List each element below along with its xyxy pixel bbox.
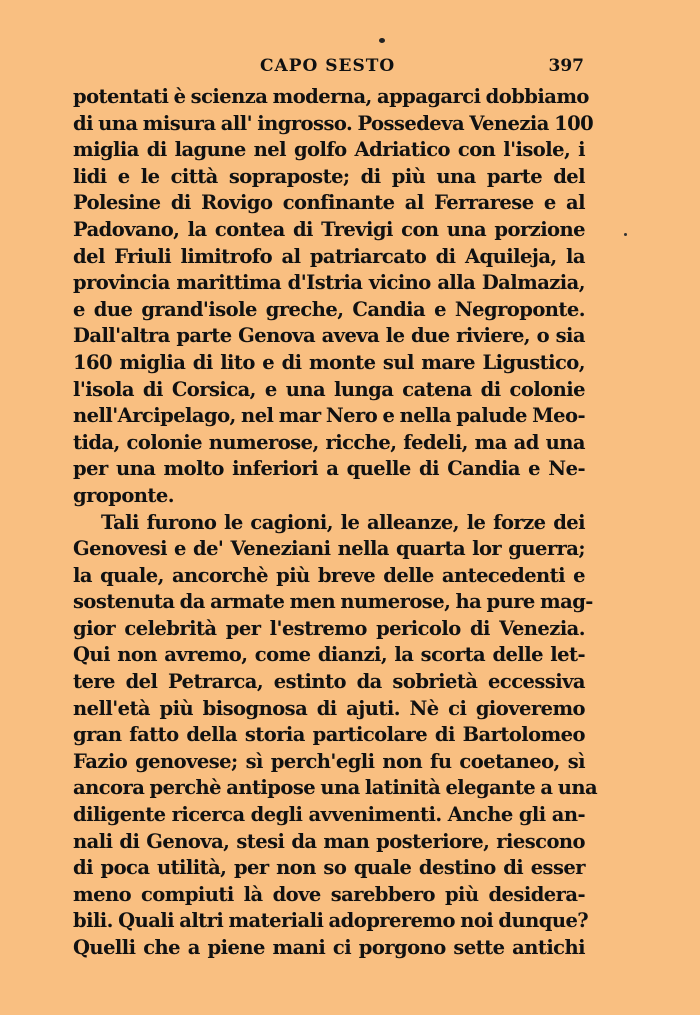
- text-line: l'isola di Corsica, e una lunga catena di colonie: [73, 377, 585, 401]
- text-line: per una molto inferiori a quelle di Candia e Ne-: [73, 457, 585, 481]
- text-line: Qui non avremo, come dianzi, la scorta delle let-: [73, 643, 585, 667]
- print-mark: [379, 38, 385, 43]
- text-line: nali di Genova, stesi da man posteriore, riescono: [73, 829, 585, 853]
- text-line: Padovano, la contea di Trevigi con una porzione: [73, 217, 585, 241]
- text-line: tere del Petrarca, estinto da sobrietà eccessiva: [73, 670, 585, 694]
- text-line: di poca utilità, per non so quale destino di esser: [73, 856, 585, 880]
- text-line: tida, colonie numerose, ricche, fedeli, ma ad una: [73, 430, 585, 454]
- text-line: bili. Quali altri materiali adopreremo noi dunque?: [73, 909, 589, 933]
- text-line: Genovesi e de' Veneziani nella quarta lor guerra;: [73, 537, 585, 561]
- page-header: [70, 56, 584, 82]
- text-line: Polesine di Rovigo confinante al Ferrarese e al: [73, 191, 585, 215]
- text-line: e due grand'isole greche, Candia e Negroponte.: [73, 297, 585, 321]
- text-line: miglia di lagune nel golfo Adriatico con l'isole, i: [73, 138, 585, 162]
- text-line: Tali furono le cagioni, le alleanze, le forze dei: [101, 510, 585, 534]
- text-line: di una misura all' ingrosso. Possedeva Venezia 100: [73, 111, 594, 135]
- text-line: Fazio genovese; sì perch'egli non fu coetaneo, sì: [73, 749, 585, 773]
- text-line: sostenuta da armate men numerose, ha pure mag-: [73, 590, 593, 614]
- text-line: del Friuli limitrofo al patriarcato di Aquileja, la: [73, 244, 585, 268]
- page-number: 397: [548, 56, 584, 76]
- running-head: CAPO SESTO: [260, 56, 396, 76]
- text-line: nell'Arcipelago, nel mar Nero e nella palude Meo-: [73, 404, 585, 428]
- text-line: gior celebrità per l'estremo pericolo di Venezia.: [73, 616, 585, 640]
- text-line: diligente ricerca degli avvenimenti. Anche gli an-: [73, 803, 585, 827]
- print-speck: [624, 233, 627, 236]
- text-line: la quale, ancorchè più breve delle antecedenti e: [73, 563, 585, 587]
- text-line: provincia marittima d'Istria vicino alla Dalmazia,: [73, 271, 585, 295]
- text-line: nell'età più bisognosa di ajuti. Nè ci gioveremo: [73, 696, 585, 720]
- text-line: ancora perchè antipose una latinità elegante a una: [73, 776, 598, 800]
- text-line: groponte.: [73, 483, 174, 507]
- text-line: meno compiuti là dove sarebbero più desidera-: [73, 882, 585, 906]
- body-text: [73, 84, 598, 962]
- text-line: 160 miglia di lito e di monte sul mare Ligustico,: [73, 350, 585, 374]
- text-line: gran fatto della storia particolare di Bartolomeo: [73, 723, 585, 747]
- text-line: Dall'altra parte Genova aveva le due riviere, o sia: [73, 324, 585, 348]
- text-line: lidi e le città sopraposte; di più una parte del: [73, 164, 585, 188]
- text-line: Quelli che a piene mani ci porgono sette antichi: [73, 936, 585, 959]
- text-line: potentati è scienza moderna, appagarci dobbiamo: [73, 85, 589, 108]
